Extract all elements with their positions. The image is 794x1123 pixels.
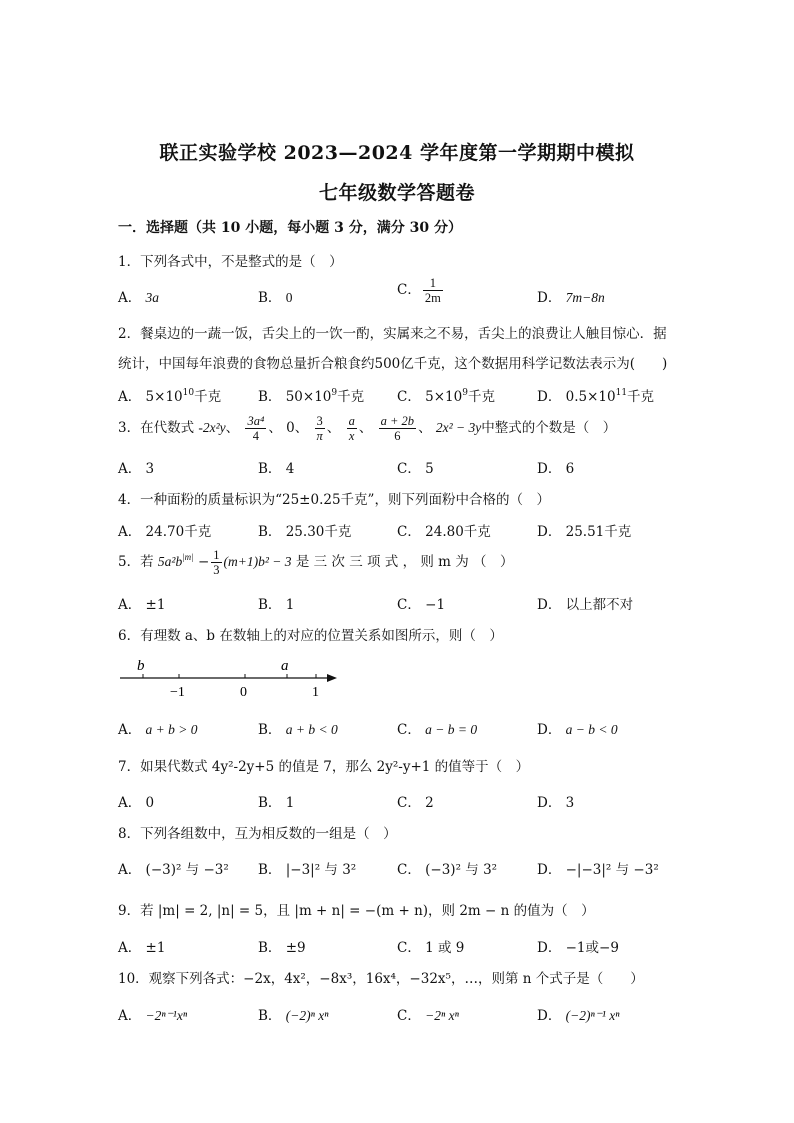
question-7-stem: 7．如果代数式 4y²-2y+5 的值是 7，那么 2y²-y+1 的值等于（ ） [118, 759, 530, 775]
q1-option-d: D． 7m−8n [537, 290, 605, 306]
q3-option-c: C． 5 [397, 461, 434, 477]
exam-subtitle: 七年级数学答题卷 [318, 182, 475, 204]
question-8-stem: 8．下列各组数中，互为相反数的一组是（ ） [118, 826, 397, 842]
label-b: b [137, 658, 145, 674]
q3-option-a: A． 3 [118, 461, 155, 477]
question-5-stem: 5．若 $5a^2b^{|m|}$ − $\frac{1}{3}$ (m+1)b² − 3 是 三 次 三 项 式 ， 则 m 为 （ ） [118, 548, 514, 577]
question-9-stem: 9．若 |m| = 2, |n| = 5，且 |m + n| = −(m + n)，则 2m − n 的值为（ ） [118, 903, 595, 919]
q6-option-c: C． a − b = 0 [397, 722, 478, 738]
q8-option-a: A． (−3)² 与 −3² [118, 862, 229, 878]
question-6-stem: 6．有理数 a、b 在数轴上的对应的位置关系如图所示，则（ ） [118, 628, 503, 644]
q4-option-a: A． 24.70千克 [118, 524, 212, 540]
q5-option-b: B． 1 [258, 597, 295, 613]
q9-option-c: C． 1 或 9 [397, 940, 465, 956]
q2-option-c: C． $5\times 10^9$千克 [397, 388, 495, 405]
q1-option-a: A． 3a [118, 290, 160, 306]
q1-option-c: C． $\frac{1}{2m}$ [397, 276, 441, 305]
q1-fraction: $\frac{1}{2m}$ [424, 276, 441, 305]
question-2-stem-line1: 2．餐桌边的一蔬一饭，舌尖上的一饮一酌，实属来之不易，舌尖上的浪费让人触目惊心．据 [118, 326, 667, 342]
q2-option-d: D． $0.5\times 10^{11}$千克 [537, 388, 655, 405]
q10-option-a: A． −2ⁿ⁻¹xⁿ [118, 1008, 188, 1024]
q10-option-c: C． −2ⁿ xⁿ [397, 1008, 459, 1024]
q6-option-d: D． a − b < 0 [537, 722, 618, 738]
number-line-figure [115, 652, 345, 702]
q9-option-a: A． ±1 [118, 940, 166, 956]
q7-option-d: D． 3 [537, 795, 575, 811]
q6-option-b: B． a + b < 0 [258, 722, 338, 738]
q7-option-b: B． 1 [258, 795, 295, 811]
q4-option-d: D． 25.51千克 [537, 524, 632, 540]
q10-option-d: D． (−2)ⁿ⁻¹ xⁿ [537, 1008, 620, 1024]
question-2-stem-line2: 统计，中国每年浪费的食物总量折合粮食约500亿千克，这个数据用科学记数法表示为( ) [118, 356, 668, 372]
q6-option-a: A． a + b > 0 [118, 722, 198, 738]
label-0: 0 [240, 685, 247, 700]
q4-option-b: B． 25.30千克 [258, 524, 352, 540]
exam-title: 联正实验学校 2023—2024 学年度第一学期期中模拟 [159, 142, 635, 164]
q5-option-c: C． −1 [397, 597, 446, 613]
q9-option-b: B． ±9 [258, 940, 306, 956]
label-neg1: −1 [170, 685, 185, 700]
q3-option-d: D． 6 [537, 461, 575, 477]
question-4-stem: 4．一种面粉的质量标识为“25±0.25千克”，则下列面粉中合格的（ ） [118, 492, 550, 508]
q10-option-b: B． (−2)ⁿ xⁿ [258, 1008, 329, 1024]
label-a: a [281, 658, 289, 674]
question-1-stem: 1．下列各式中，不是整式的是（ ） [118, 254, 343, 270]
q8-option-b: B． |−3|² 与 3² [258, 862, 357, 878]
question-3-stem: 3．在代数式 -2x²y、 $\frac{\text{3a⁴}}{4}$ 、 0、 $\frac{3}{\pi}$ 、 $\frac{a}{x}$ 、 $\frac{a + 2b}{6}$ 、 2x² − 3y中整式的个数是（ ） [118, 414, 617, 443]
q2-option-a: A． $5\times 10^{10}$千克 [118, 388, 222, 405]
q9-option-d: D． −1或−9 [537, 940, 619, 956]
q7-option-a: A． 0 [118, 795, 155, 811]
q2-option-b: B． $50\times 10^9$千克 [258, 388, 365, 405]
question-10-stem: 10．观察下列各式：−2x，4x²，−8x³，16x⁴，−32x⁵，…，则第 n 个式子是（ ） [118, 971, 644, 987]
q7-option-c: C． 2 [397, 795, 434, 811]
label-1: 1 [312, 685, 319, 700]
q3-option-b: B． 4 [258, 461, 295, 477]
number-line-arrow [327, 674, 337, 682]
q4-option-c: C． 24.80千克 [397, 524, 491, 540]
q8-option-c: C． (−3)² 与 3² [397, 862, 498, 878]
q1-option-b: B． 0 [258, 290, 293, 306]
q8-option-d: D． −|−3|² 与 −3² [537, 862, 659, 878]
q5-option-a: A． ±1 [118, 597, 166, 613]
q5-option-d: D． 以上都不对 [537, 597, 634, 613]
section-heading: 一．选择题（共 10 小题，每小题 3 分，满分 30 分） [118, 220, 462, 236]
